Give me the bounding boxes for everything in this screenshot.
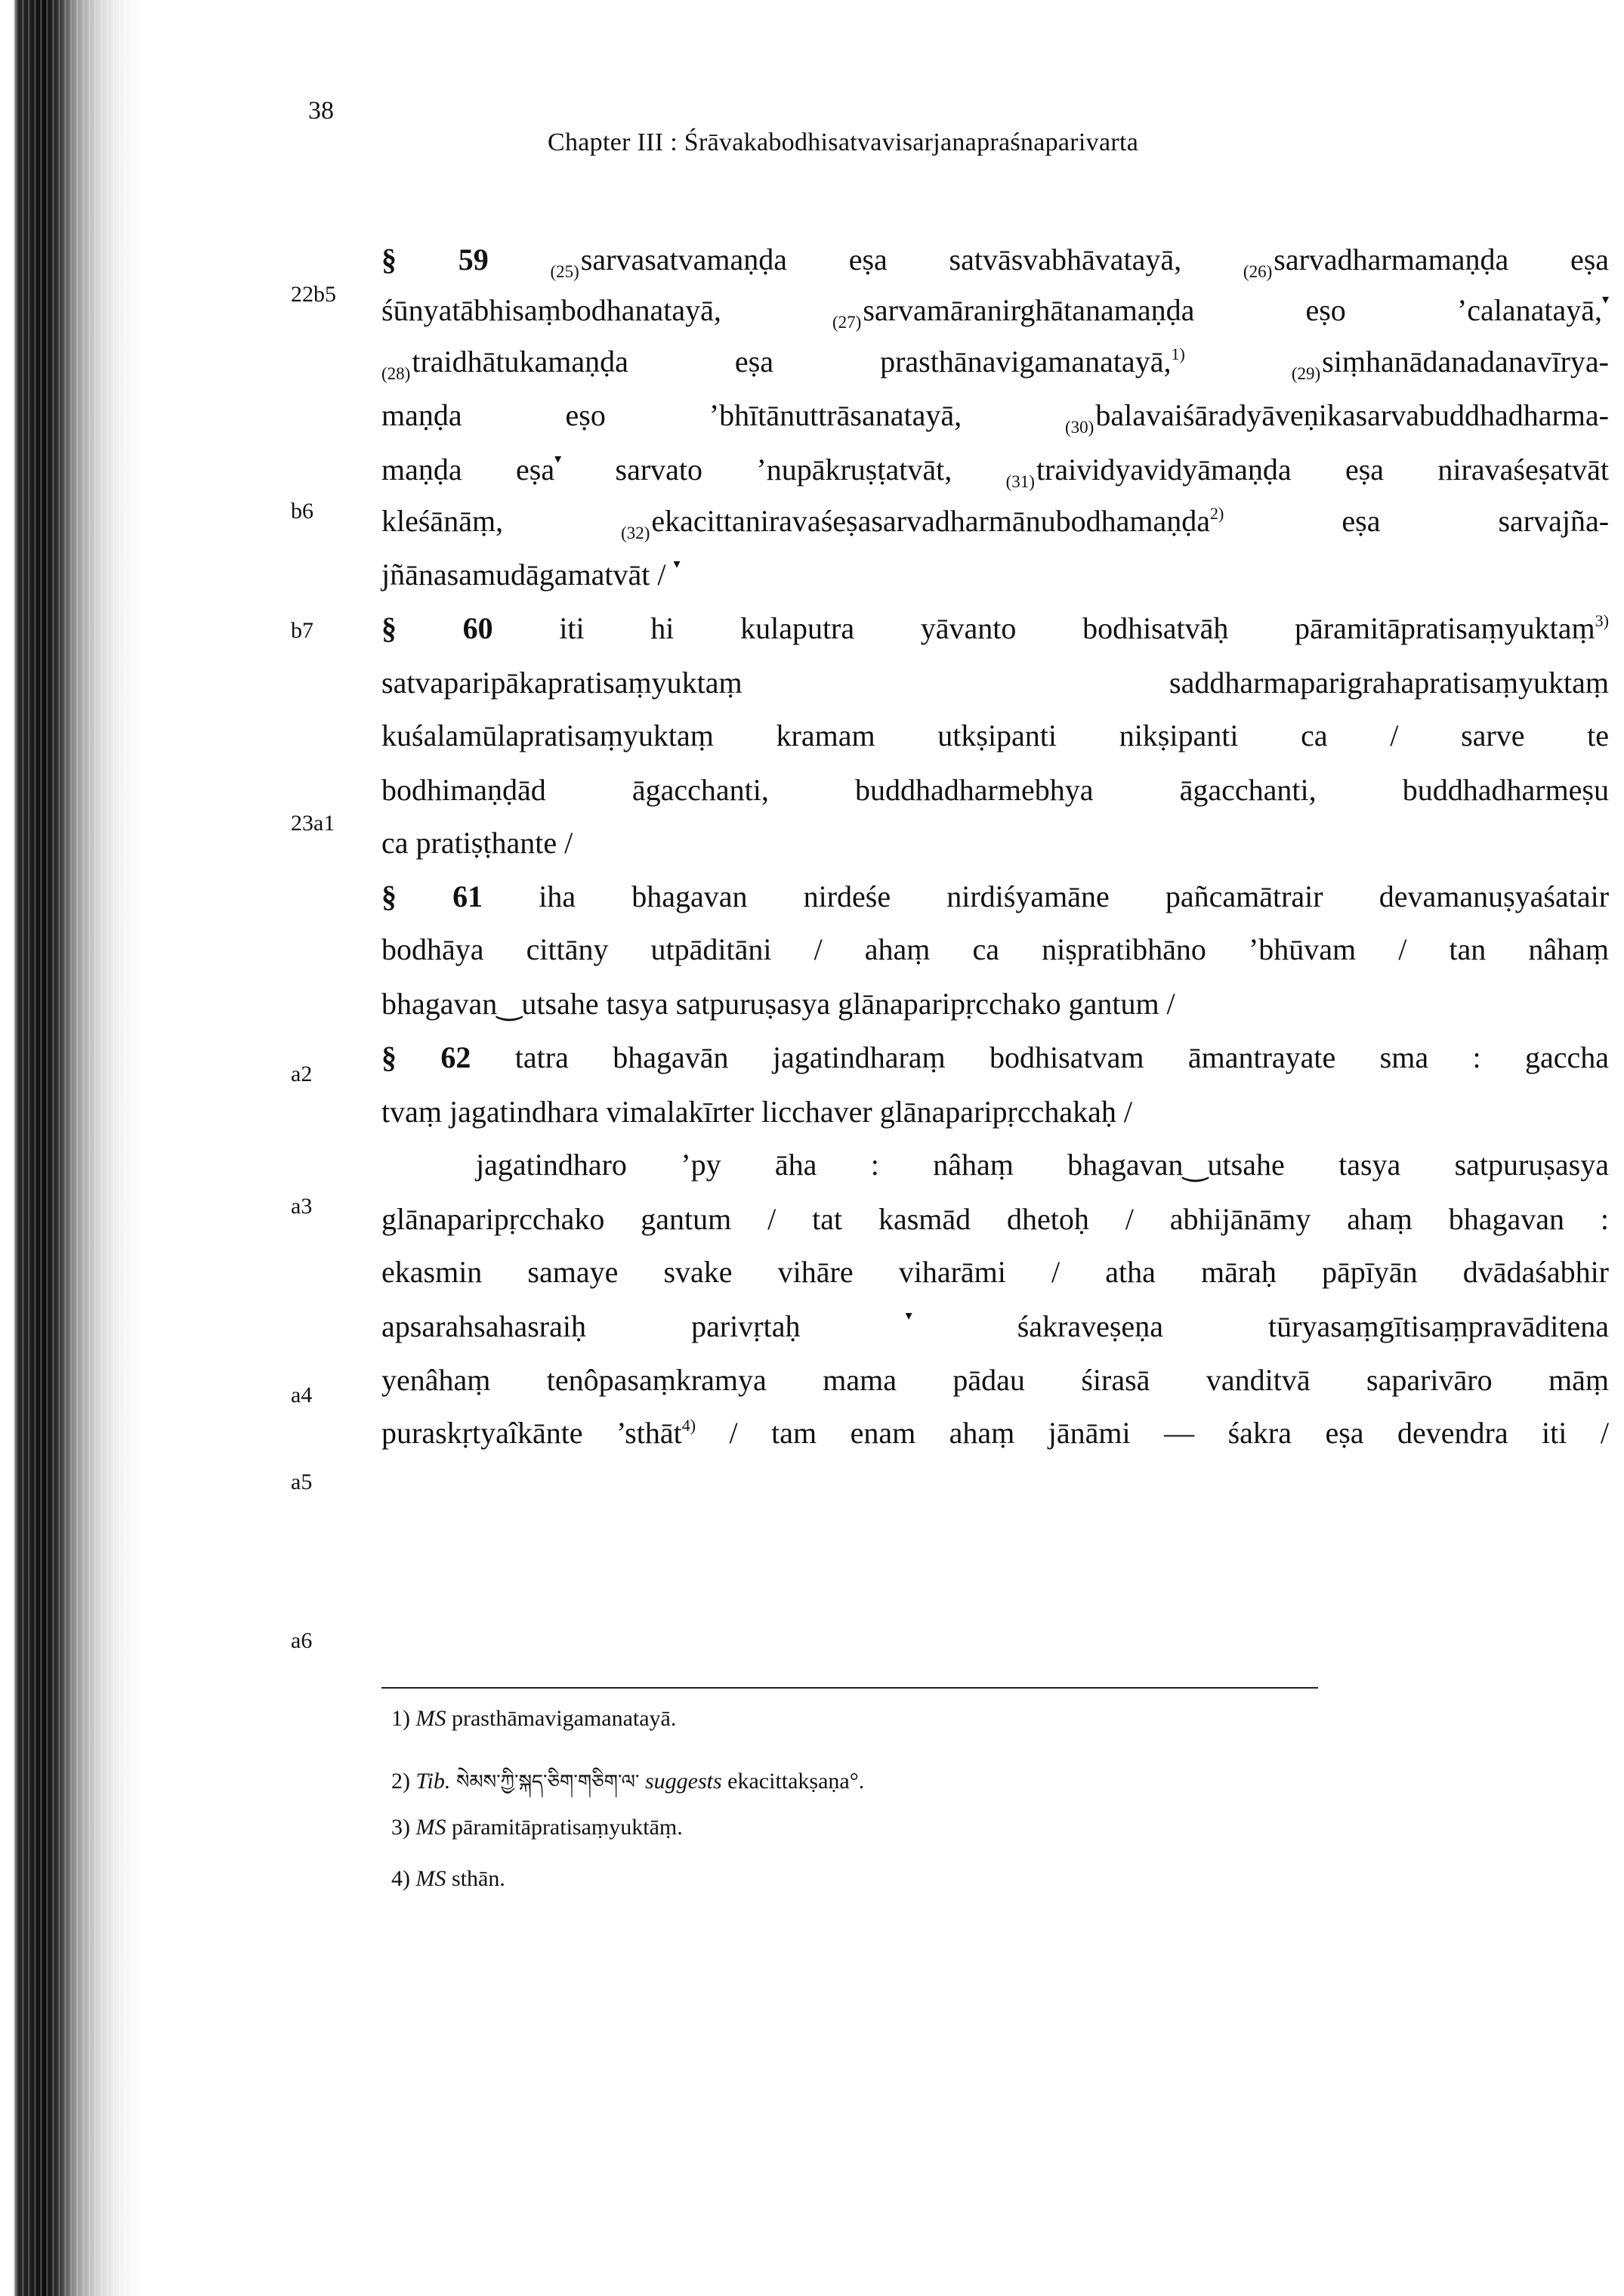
text-line: § 60 iti hi kulaputra yāvanto bodhisatvāḥ pāramitāpratisaṃyuktaṃ$^{3)}$ [381, 611, 1609, 645]
text-line: kleśānāṃ, $_{(32)}$ekacittaniravaśeṣasarvadharmānubodhamaṇḍa$^{2)}$ eṣa sarvajña- [381, 504, 1610, 542]
margin-ref: a3 [291, 1194, 313, 1219]
margin-ref: a2 [291, 1061, 313, 1086]
margin-ref: b7 [291, 618, 313, 643]
margin-tick: ▾ [554, 451, 562, 466]
text-line: ekasmin samaye svake vihāre viharāmi / atha māraḥ pāpīyān dvādaśabhir [381, 1255, 1609, 1289]
footnote: 2) Tib. སེམས་ཀྱི་སྐད་ཅིག་གཅིག་ལ་ suggests ekacittakṣaṇa°. [391, 1769, 865, 1794]
text-line: jagatindharo ’py āha : nâhaṃ bhagavan‿utsahe tasya satpuruṣasya [476, 1148, 1609, 1182]
margin-ref: a5 [291, 1469, 313, 1494]
text-line: bodhimaṇḍād āgacchanti, buddhadharmebhya āgacchanti, buddhadharmeṣu [381, 773, 1609, 807]
margin-tick: ▾ [905, 1308, 912, 1323]
binding-shadow [0, 0, 144, 2296]
text-line: § 59 $_{(25)}$sarvasatvamaṇḍa eṣa satvāsvabhāvatayā, $_{(26)}$sarvadharmamaṇḍa eṣa [381, 243, 1610, 281]
text-line: $_{(28)}$traidhātukamaṇḍa eṣa prasthānavigamanatayā,$^{1)}$ $_{(29)}$siṃhanādanadanavīrya- [381, 345, 1609, 383]
margin-ref: b6 [291, 499, 313, 524]
text-line: § 61 iha bhagavan nirdeśe nirdiśyamāne pañcamātrair devamanuṣyaśatair [381, 879, 1610, 913]
footnote: 4) MS sthān. [391, 1866, 505, 1891]
text-line: jñānasamudāgamatvāt / ▾ [381, 556, 681, 592]
text-line: puraskṛtyaîkānte ’sthāt$^{4)}$ / tam enam ahaṃ jānāmi — śakra eṣa devendra iti / [381, 1416, 1609, 1450]
margin-ref: a4 [291, 1383, 313, 1408]
page-number: 38 [308, 97, 334, 125]
margin-ref: a6 [291, 1628, 313, 1653]
running-title: Chapter III : Śrāvakabodhisatvavisarjanapraśnaparivarta [548, 128, 1139, 156]
text-line: satvaparipākapratisaṃyuktaṃ saddharmaparigrahapratisaṃyuktaṃ [381, 666, 1609, 700]
text-line: kuśalamūlapratisaṃyuktaṃ kramam utkṣipanti nikṣipanti ca / sarve te [381, 718, 1609, 752]
margin-ref: 23a1 [291, 811, 335, 836]
footnote: 3) MS pāramitāpratisaṃyuktāṃ. [391, 1815, 683, 1840]
text-line: glānaparipṛcchako gantum / tat kasmād dhetoḥ / abhijānāmy ahaṃ bhagavan : [381, 1202, 1609, 1236]
text-line: yenâhaṃ tenôpasaṃkramya mama pādau śirasā vanditvā saparivāro māṃ [381, 1363, 1609, 1397]
text-line: bodhāya cittāny utpāditāni / ahaṃ ca niṣpratibhāno ’bhūvam / tan nâhaṃ [381, 932, 1609, 966]
margin-tick: ▾ [1601, 292, 1610, 307]
text-line: bhagavan‿utsahe tasya satpuruṣasya glānaparipṛcchako gantum / [381, 987, 1175, 1021]
footnote-rule [381, 1687, 1318, 1689]
text-line: § 62 tatra bhagavān jagatindharaṃ bodhisatvam āmantrayate sma : gaccha [381, 1040, 1610, 1074]
text-line: śūnyatābhisaṃbodhanatayā, $_{(27)}$sarvamāranirghātanamaṇḍa eṣo ’calanatayā,▾ [381, 292, 1610, 332]
text-line: tvaṃ jagatindhara vimalakīrter licchaver glānaparipṛcchakaḥ / [381, 1095, 1132, 1129]
text-line: apsarahsahasraiḥ parivṛtaḥ ▾ śakraveṣeṇa tūryasaṃgītisaṃpravāditena [381, 1308, 1609, 1343]
margin-tick: ▾ [673, 556, 681, 571]
text-line: ca pratiṣṭhante / [381, 826, 573, 860]
text-line: maṇḍa eṣo ’bhītānuttrāsanatayā, $_{(30)}$balavaiśāradyāveṇikasarvabuddhadharma- [381, 398, 1609, 437]
text-line: maṇḍa eṣa▾ sarvato ’nupākruṣṭatvāt, $_{(31)}$traividyavidyāmaṇḍa eṣa niravaśeṣatvāt [381, 451, 1609, 491]
margin-ref: 22b5 [291, 282, 336, 307]
footnote: 1) MS prasthāmavigamanatayā. [391, 1706, 677, 1731]
